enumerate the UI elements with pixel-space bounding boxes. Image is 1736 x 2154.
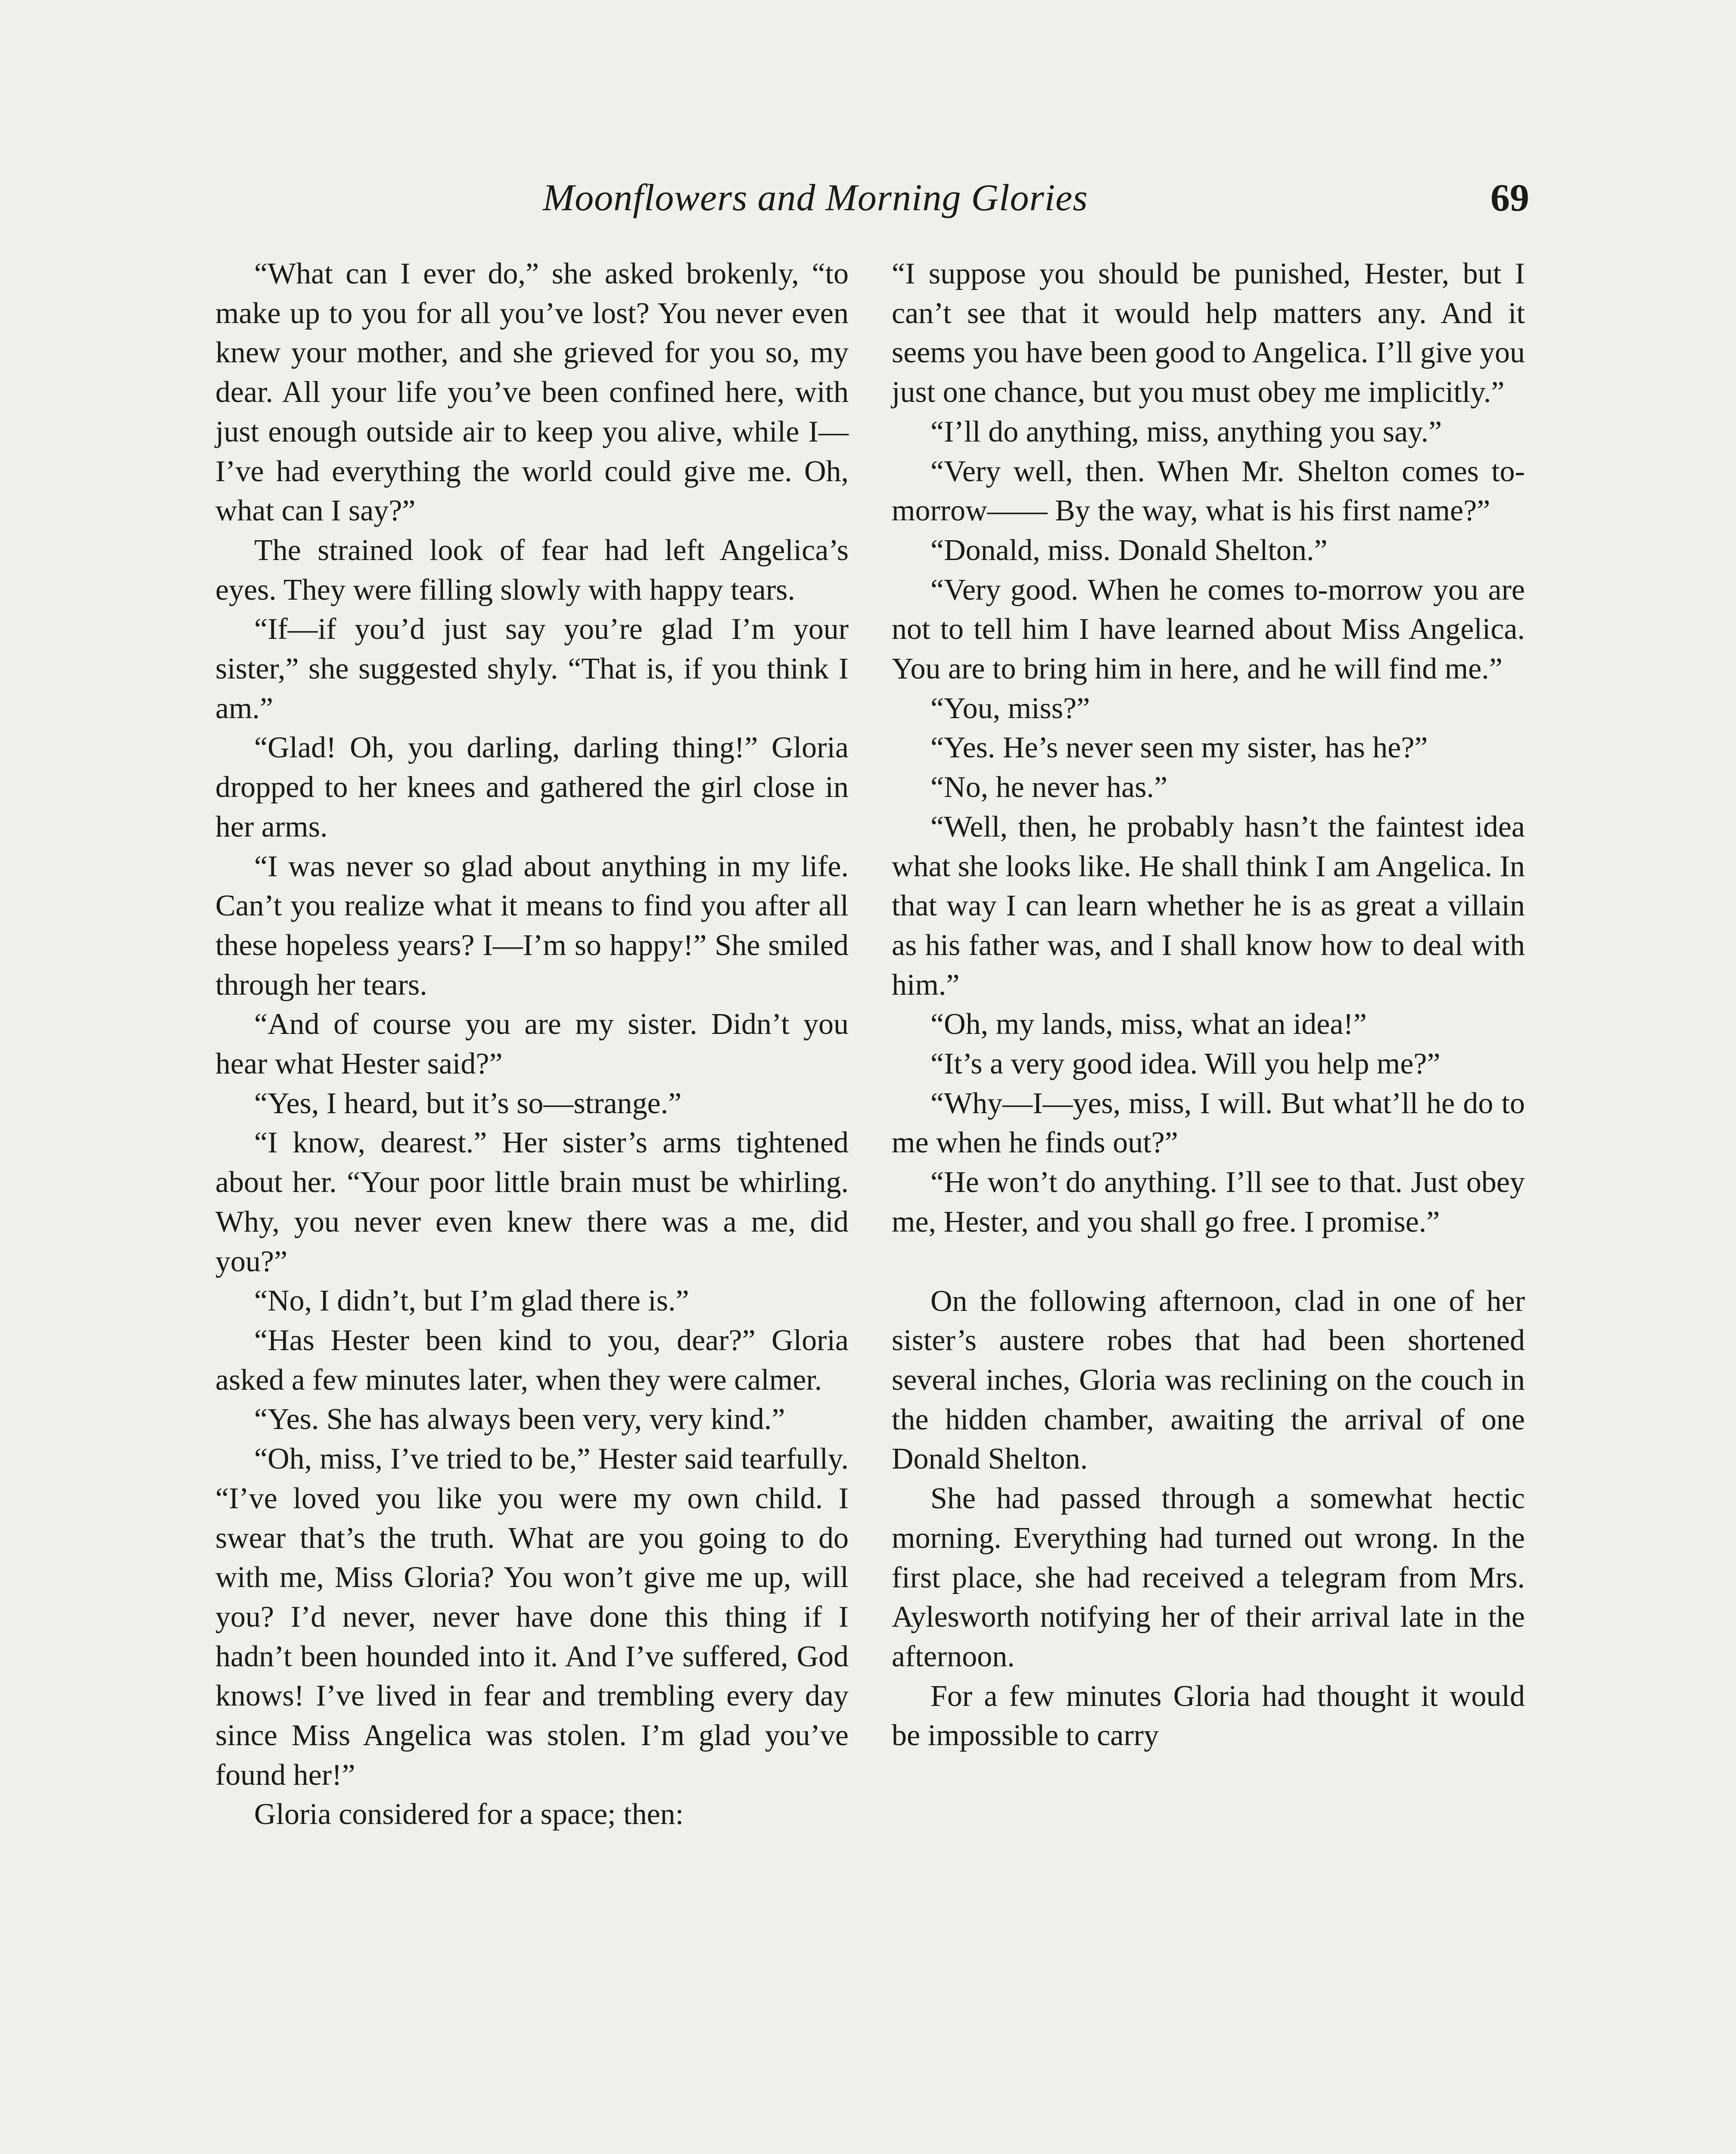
paragraph: “Why—I—yes, miss, I will. But what’ll he do to me when he finds out?” xyxy=(892,1086,1525,1160)
paragraph: “You, miss?” xyxy=(930,691,1090,725)
paragraph: “And of course you are my sister. Didn’t you hear what Hester said?” xyxy=(215,1008,849,1081)
paragraph: “It’s a very good idea. Will you help me?” xyxy=(930,1047,1440,1081)
right-column xyxy=(892,254,1525,1756)
paragraph: “Yes, I heard, but it’s so—strange.” xyxy=(254,1086,682,1120)
page-header xyxy=(215,168,1529,228)
paragraph: “Yes. She has always been very, very kind.” xyxy=(254,1403,785,1436)
paragraph: “He won’t do anything. I’ll see to that. Just obey me, Hester, and you shall go free. I promise.” xyxy=(892,1166,1525,1239)
paragraph: “Well, then, he probably hasn’t the faintest idea what she looks like. He shall think I am Angelica. In that way I can learn whether he is as great a villain as his father was, and I shall know how to deal with him.” xyxy=(892,810,1525,1002)
paragraph: “I know, dearest.” Her sister’s arms tightened about her. “Your poor little brain must be whirling. Why, you never even knew there was a me, did you?” xyxy=(215,1126,849,1278)
paragraph: “Very good. When he comes to-morrow you are not to tell him I have learned about Miss Angelica. You are to bring him in here, and he will find me.” xyxy=(892,573,1525,686)
paragraph: She had passed through a somewhat hectic morning. Everything had turned out wrong. In the first place, she had received a telegram from Mrs. Aylesworth notifying her of their arrival late in the afternoon. xyxy=(892,1482,1525,1673)
paragraph: Gloria considered for a space; then: xyxy=(254,1798,684,1831)
left-column xyxy=(215,254,849,1834)
running-title: Moonflowers and Morning Glories xyxy=(543,177,1088,219)
paragraph: “If—if you’d just say you’re glad I’m your sister,” she suggested shyly. “That is, if you think I am.” xyxy=(215,613,849,725)
page-number: 69 xyxy=(1490,177,1529,219)
paragraph-section-start: On the following afternoon, clad in one of her sister’s austere robes that had been shortened several inches, Gloria was reclining on the couch in the hidden chamber, awaiting the arrival of one Donald Shelton. xyxy=(892,1284,1525,1476)
paragraph: “No, I didn’t, but I’m glad there is.” xyxy=(254,1284,689,1318)
paragraph: “I’ll do anything, miss, anything you say.” xyxy=(930,415,1442,448)
paragraph: “Very well, then. When Mr. Shelton comes to-morrow—— By the way, what is his first name?” xyxy=(892,454,1525,528)
paragraph: “What can I ever do,” she asked brokenly, “to make up to you for all you’ve lost? You never even knew your mother, and she grieved for you so, my dear. All your life you’ve been confined here, with just enough outside air to keep you alive, while I—I’ve had everything the world could give me. Oh, what can I say?” xyxy=(215,257,849,528)
paragraph: “Glad! Oh, you darling, darling thing!” Gloria dropped to her knees and gathered the girl close in her arms. xyxy=(215,731,849,844)
paragraph: “Yes. He’s never seen my sister, has he?” xyxy=(930,731,1428,765)
paragraph: “Oh, miss, I’ve tried to be,” Hester said tearfully. “I’ve loved you like you were my own child. I swear that’s the truth. What are you going to do with me, Miss Gloria? You won’t give me up, will you? I’d never, never have done this thing if I hadn’t been hounded into it. And I’ve suffered, God knows! I’ve lived in fear and trembling every day since Miss Angelica was stolen. I’m glad you’ve found her!” xyxy=(215,1442,849,1792)
paragraph: The strained look of fear had left Angelica’s eyes. They were filling slowly with happy tears. xyxy=(215,533,849,607)
paragraph: “Has Hester been kind to you, dear?” Gloria asked a few minutes later, when they were calmer. xyxy=(215,1323,849,1397)
paragraph: “Donald, miss. Donald Shelton.” xyxy=(930,533,1328,567)
paragraph: “I was never so glad about anything in my life. Can’t you realize what it means to find you after all these hopeless years? I—I’m so happy!” She smiled through her tears. xyxy=(215,850,849,1002)
paragraph: “Oh, my lands, miss, what an idea!” xyxy=(930,1008,1367,1041)
paragraph-continued: “I suppose you should be punished, Hester, but I can’t see that it would help matters any. And it seems you have been good to Angelica. I’ll give you just one chance, but you must obey me implicitly.” xyxy=(892,257,1525,409)
paragraph: “No, he never has.” xyxy=(930,771,1168,804)
paragraph: For a few minutes Gloria had thought it would be impossible to carry xyxy=(892,1679,1525,1752)
